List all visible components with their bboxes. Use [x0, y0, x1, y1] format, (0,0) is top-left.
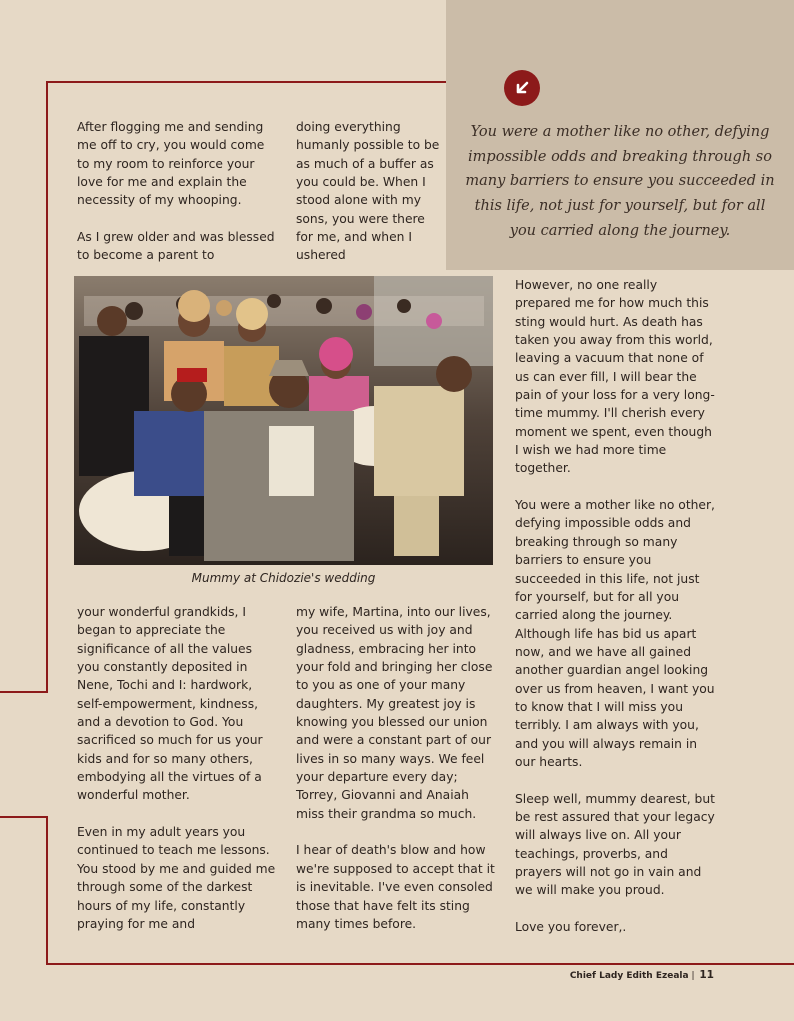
photo-caption: Mummy at Chidozie's wedding: [191, 571, 376, 585]
paragraph: doing everything humanly possible to be as much of a buffer as you could be. When I stood alone with my sons, you were there for me, and when I ushered: [296, 120, 440, 263]
paragraph: However, no one really prepared me for how much this sting would hurt. As death has taken you away from this world, leaving a vacuum that none of us can ever fill, I will bear the pain of your loss for a very long-time mummy. I'll cherish every moment we spent, even though I wish we had more time together.: [515, 278, 715, 476]
paragraph: You were a mother like no other, defying impossible odds and breaking through so many barriers to ensure you succeeded in this life, not just for yourself, but for all you carried along the journey. Although life has bid us apart now, and we have all gained another guardian angel looking over us from heaven, I want you to know that I will miss you terribly. I am always with you, and you will always remain in our hearts.: [515, 498, 715, 769]
wedding-photo: [74, 276, 493, 565]
paragraph: After flogging me and sending me off to cry, you would come to my room to reinforce your love for me and explain the necessity of my whooping.: [77, 120, 265, 208]
paragraph: As I grew older and was blessed to become a parent to: [77, 230, 275, 263]
left-rule-bottom: [46, 816, 48, 965]
bottom-left-column: [77, 603, 277, 933]
arrow-down-left-icon: [504, 70, 540, 106]
wedding-photo-illustration: [74, 276, 493, 565]
top-rule: [46, 81, 446, 83]
footer-separator: |: [691, 971, 695, 981]
page-number: 11: [699, 969, 714, 981]
left-rule-top: [46, 81, 48, 693]
footer-name: Chief Lady Edith Ezeala: [569, 971, 689, 981]
top-middle-column: [296, 118, 444, 265]
paragraph: Even in my adult years you continued to teach me lessons. You stood by me and guided me through some of the darkest hours of my life, constantly praying for me and: [77, 825, 276, 931]
bottom-rule: [46, 963, 794, 965]
paragraph: Sleep well, mummy dearest, but be rest assured that your legacy will always live on. All your teachings, proverbs, and prayers will not go in vain and we will make you proud.: [515, 791, 715, 898]
top-left-column: [77, 118, 277, 265]
right-column: [515, 276, 715, 936]
paragraph: Love you forever,.: [515, 920, 627, 935]
page-footer: [570, 969, 714, 981]
bottom-middle-column: [296, 603, 498, 933]
pull-quote: You were a mother like no other, defying impossible odds and breaking through so many barriers to ensure you succeeded in this life, not just for yourself, but for all you carried along the journey.: [465, 124, 775, 239]
paragraph: my wife, Martina, into our lives, you received us with joy and gladness, embracing her into your fold and bringing her close to you as one of your many daughters. My greatest joy is knowing you blessed our union and were a constant part of our lives in so many ways. We feel your departure every day; Torrey, Giovanni and Anaiah miss their grandma so much.: [296, 605, 493, 821]
left-rule-top-end: [0, 691, 48, 693]
paragraph: I hear of death's blow and how we're supposed to accept that it is inevitable. I've even consoled those that have felt its sting many times before.: [296, 843, 495, 931]
paragraph: your wonderful grandkids, I began to appreciate the significance of all the values you constantly deposited in Nene, Tochi and I: hardwork, self-empowerment, kindness, and a devotion to God. You sacrificed so much for us your kids and for so many others, embodying all the virtues of a wonderful mother.: [77, 605, 263, 803]
left-rule-bottom-start: [0, 816, 48, 818]
